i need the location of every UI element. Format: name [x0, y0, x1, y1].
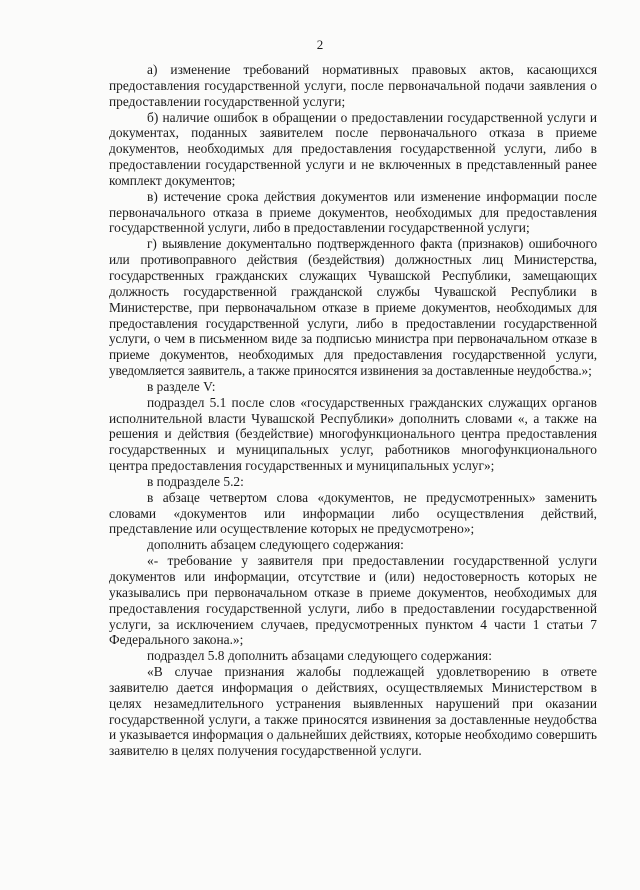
document-body — [109, 62, 597, 759]
paragraph-item-b: б) наличие ошибок в обращении о предоставлении государственной услуги и документах, поданных заявителем после первоначального отказа в приеме документов, необходимых для предоставления государственной услуги, либо в предоставлении государственной услуги и не включенных в представленный ранее комплект документов; — [109, 109, 597, 188]
paragraph-item-g: г) выявление документально подтвержденного факта (признаков) ошибочного или противоправного действия (бездействия) должностных лиц Министерства, государственных гражданских служащих Чувашской Республики, замещающих должность государственной гражданской службы Чувашской Республики в Министерстве, при первоначальном отказе в приеме документов, необходимых для предоставления государственной услуги, либо в предоставлении государственной услуги, о чем в письменном виде за подписью министра при первоначальном отказе в приеме документов, необходимых для предоставления государственной услуги, уведомляется заявитель, а также приносятся извинения за доставленные неудобства.»; — [109, 236, 597, 379]
page-number: 2 — [316, 37, 324, 52]
paragraph-section-v: в разделе V: — [147, 378, 216, 394]
paragraph-requirement: «- требование у заявителя при предоставлении государственной услуги документов или информации, отсутствие и (или) недостоверность которых не указывались при первоначальном отказе в приеме документов, необходимых для предоставления государственной услуги, либо в предоставлении государственной услуги, за исключением случаев, предусмотренных пунктом 4 части 1 статьи 7 Федерального закона.»; — [109, 553, 597, 648]
paragraph-item-a: а) изменение требований нормативных правовых актов, касающихся предоставления государственной услуги, после первоначальной подачи заявления о предоставлении государственной услуги; — [109, 62, 597, 109]
paragraph-add-abzac: дополнить абзацем следующего содержания: — [147, 537, 404, 553]
paragraph-subsection-5-2: в подразделе 5.2: — [147, 473, 244, 489]
paragraph-subsection-5-8: подраздел 5.8 дополнить абзацами следующего содержания: — [147, 648, 492, 664]
paragraph-item-v: в) истечение срока действия документов или изменение информации после первоначального отказа в приеме документов, необходимых для предоставления государственной услуги, либо в предоставлении государственной услуги; — [109, 188, 597, 236]
paragraph-subsection-5-1: подраздел 5.1 после слов «государственных гражданских служащих органов исполнительной власти Чувашской Республики» дополнить словами «, а также на решения и действия (бездействие) многофункционального центра предоставления государственных и муниципальных услуг, работников многофункционального центра предоставления государственных и муниципальных услуг»; — [109, 394, 597, 474]
paragraph-complaint-satisfied: «В случае признания жалобы подлежащей удовлетворению в ответе заявителю дается информация о действиях, осуществляемых Министерством в целях незамедлительного устранения выявленных нарушений при оказании государственной услуги, а также приносятся извинения за доставленные неудобства и указывается информация о дальнейших действиях, которые необходимо совершить заявителю в целях получения государственной услуги. — [109, 664, 597, 759]
paragraph-abzac-four: в абзаце четвертом слова «документов, не предусмотренных» заменить словами «документов или информации либо осуществления действий, представление или осуществление которых не предусмотрено»; — [109, 489, 597, 537]
